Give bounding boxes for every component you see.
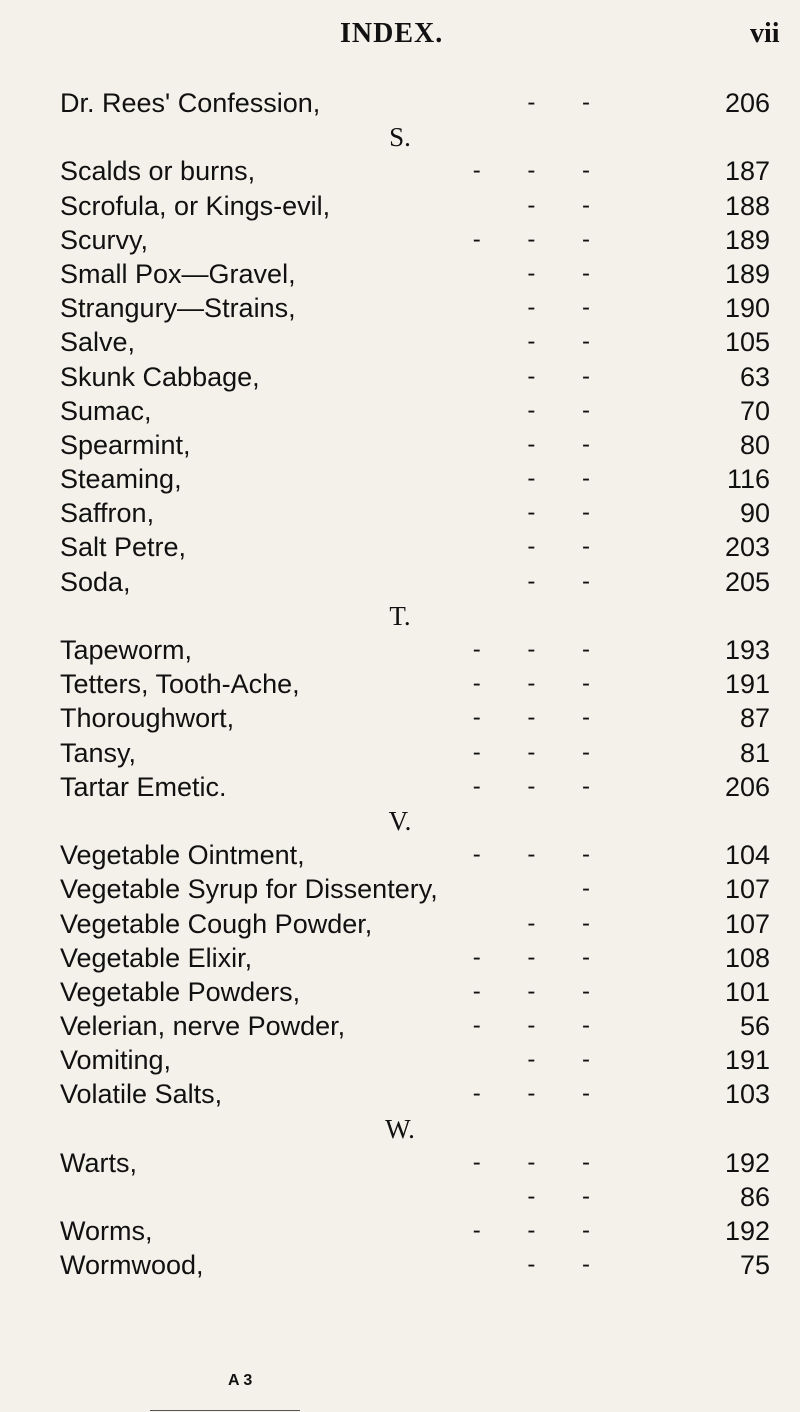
- leader-dashes: - - -: [472, 738, 590, 766]
- section-letter: T.: [389, 600, 411, 631]
- entry-label: Thoroughwort,: [60, 703, 235, 734]
- leader-dashes: - -: [527, 328, 590, 356]
- index-entry: [0, 907, 800, 941]
- leader-dashes: - -: [527, 430, 590, 458]
- entry-page-number: 206: [724, 771, 770, 802]
- leader-dashes: - - -: [472, 636, 590, 663]
- leader-dashes: - -: [527, 533, 590, 561]
- page-footer: [0, 1372, 800, 1412]
- index-entry: [0, 325, 800, 359]
- section-heading: [0, 599, 800, 633]
- entry-page-number: 206: [724, 88, 770, 118]
- entry-label: Tapeworm,: [60, 635, 193, 665]
- leader-dashes: - -: [527, 259, 590, 287]
- entry-page-number: 189: [724, 224, 770, 255]
- entry-label: Soda,: [60, 566, 131, 597]
- entry-label: Vomiting,: [60, 1045, 172, 1076]
- index-entry: [0, 360, 800, 394]
- page-header: [0, 14, 800, 54]
- leader-dashes: - -: [527, 465, 590, 493]
- entry-page-number: 90: [739, 498, 770, 529]
- index-entry: [0, 291, 800, 325]
- entry-page-number: 192: [724, 1216, 770, 1247]
- index-entry: [0, 394, 800, 428]
- leader-dashes: - - -: [472, 943, 590, 971]
- section-letter: V.: [388, 805, 412, 836]
- entry-label: Tansy,: [60, 737, 137, 768]
- entry-label: Warts,: [60, 1147, 137, 1178]
- index-entry: [0, 496, 800, 530]
- leader-dashes: -: [582, 875, 590, 903]
- index-entry: [0, 872, 800, 906]
- entry-page-number: 70: [739, 395, 770, 426]
- entry-page-number: 101: [724, 976, 770, 1007]
- index-entry: [0, 1214, 800, 1248]
- entry-label: Salve,: [60, 327, 136, 358]
- entry-page-number: 56: [739, 1011, 770, 1042]
- entry-label: Vegetable Ointment,: [60, 840, 305, 871]
- leader-dashes: - -: [527, 396, 590, 424]
- leader-dashes: - - -: [472, 1080, 590, 1108]
- index-entry: [0, 838, 800, 872]
- entry-label: Salt Petre,: [60, 532, 187, 563]
- index-entry: [0, 770, 800, 804]
- leader-dashes: - - -: [472, 1217, 590, 1245]
- index-entry: [0, 736, 800, 770]
- section-letter: S.: [389, 122, 411, 153]
- leader-dashes: - -: [527, 294, 590, 322]
- leader-dashes: - -: [527, 567, 590, 595]
- entry-page-number: 188: [724, 190, 770, 221]
- leader-dashes: - - -: [472, 670, 590, 698]
- index-entry: [0, 1248, 800, 1282]
- index-entry: [0, 223, 800, 257]
- entry-page-number: 191: [724, 669, 770, 700]
- index-entry: [0, 154, 800, 188]
- entry-label: Steaming,: [60, 464, 182, 495]
- entry-label: Vegetable Cough Powder,: [60, 908, 373, 939]
- entry-label: Tetters, Tooth-Ache,: [60, 669, 300, 700]
- entry-label: Dr. Rees' Confession,: [60, 88, 321, 118]
- entry-label: Skunk Cabbage,: [60, 361, 260, 392]
- entry-label: Vegetable Powders,: [60, 976, 301, 1007]
- entry-label: Scrofula, or Kings-evil,: [60, 190, 331, 221]
- index-entry: [0, 189, 800, 223]
- entry-page-number: 107: [724, 908, 770, 939]
- index-entry: [0, 1180, 800, 1214]
- entry-page-number: 107: [724, 874, 770, 905]
- leader-dashes: - -: [527, 1183, 590, 1210]
- entry-page-number: 187: [724, 156, 770, 187]
- leader-dashes: - -: [527, 499, 590, 527]
- entry-label: Worms,: [60, 1216, 153, 1247]
- leader-dashes: - -: [527, 362, 590, 390]
- section-heading: [0, 120, 800, 154]
- leader-dashes: - - -: [472, 1148, 590, 1176]
- leader-dashes: - -: [527, 909, 590, 937]
- index-entry: [0, 941, 800, 975]
- index-entry: [0, 565, 800, 599]
- index-entry: [0, 667, 800, 701]
- entry-label: Spearmint,: [60, 429, 191, 460]
- entry-page-number: 104: [724, 840, 770, 871]
- entry-page-number: 203: [724, 532, 770, 563]
- entry-label: Wormwood,: [60, 1250, 204, 1281]
- leader-dashes: - - -: [472, 225, 590, 253]
- entry-page-number: 205: [724, 566, 770, 597]
- entry-page-number: 191: [724, 1045, 770, 1076]
- entry-page-number: 103: [724, 1079, 770, 1110]
- entry-page-number: 108: [724, 942, 770, 973]
- entry-label: Volatile Salts,: [60, 1079, 223, 1110]
- section-heading: [0, 1112, 800, 1146]
- entry-page-number: 87: [739, 703, 770, 734]
- entry-label: Vegetable Elixir,: [60, 942, 253, 973]
- entry-page-number: 192: [724, 1147, 770, 1178]
- entry-label: Tartar Emetic.: [60, 771, 227, 802]
- index-entries: [0, 86, 800, 1283]
- entry-label: Strangury—Strains,: [60, 293, 296, 324]
- section-letter: W.: [385, 1113, 415, 1144]
- index-entry: [0, 86, 800, 120]
- leader-dashes: - - -: [472, 1012, 590, 1040]
- entry-label: Vegetable Syrup for Dissentery,: [60, 874, 438, 905]
- index-entry: [0, 701, 800, 735]
- entry-label: Velerian, nerve Powder,: [60, 1011, 346, 1042]
- entry-page-number: 193: [724, 635, 770, 665]
- entry-page-number: 86: [739, 1182, 770, 1212]
- index-entry: [0, 530, 800, 564]
- entry-page-number: 116: [726, 464, 770, 495]
- index-entry: [0, 462, 800, 496]
- index-entry: [0, 1146, 800, 1180]
- index-entry: [0, 1043, 800, 1077]
- entry-label: Sumac,: [60, 395, 152, 426]
- page-number: vii: [750, 18, 780, 49]
- leader-dashes: - - -: [472, 841, 590, 869]
- entry-label: Scurvy,: [60, 224, 149, 255]
- entry-label: Scalds or burns,: [60, 156, 256, 187]
- index-entry: [0, 257, 800, 291]
- entry-label: Small Pox—Gravel,: [60, 258, 296, 289]
- entry-page-number: 189: [724, 258, 770, 289]
- entry-label: Saffron,: [60, 498, 155, 529]
- leader-dashes: - -: [527, 89, 590, 116]
- leader-dashes: - -: [527, 1251, 590, 1279]
- page-title: INDEX.: [340, 18, 444, 49]
- leader-dashes: - - -: [472, 704, 590, 732]
- leader-dashes: - -: [527, 191, 590, 219]
- section-heading: [0, 804, 800, 838]
- leader-dashes: - - -: [472, 772, 590, 800]
- signature-mark: A 3: [228, 1372, 253, 1389]
- entry-page-number: 80: [739, 429, 770, 460]
- entry-page-number: 81: [739, 737, 770, 768]
- entry-page-number: 105: [724, 327, 770, 358]
- entry-page-number: 75: [739, 1250, 770, 1281]
- index-entry: [0, 975, 800, 1009]
- index-entry: [0, 1077, 800, 1111]
- index-entry: [0, 428, 800, 462]
- entry-page-number: 63: [739, 361, 770, 392]
- index-entry: [0, 633, 800, 667]
- leader-dashes: - - -: [472, 157, 590, 185]
- leader-dashes: - -: [527, 1046, 590, 1074]
- index-entry: [0, 1009, 800, 1043]
- entry-page-number: 190: [724, 293, 770, 324]
- leader-dashes: - - -: [472, 977, 590, 1005]
- footer-rule: [150, 1410, 300, 1411]
